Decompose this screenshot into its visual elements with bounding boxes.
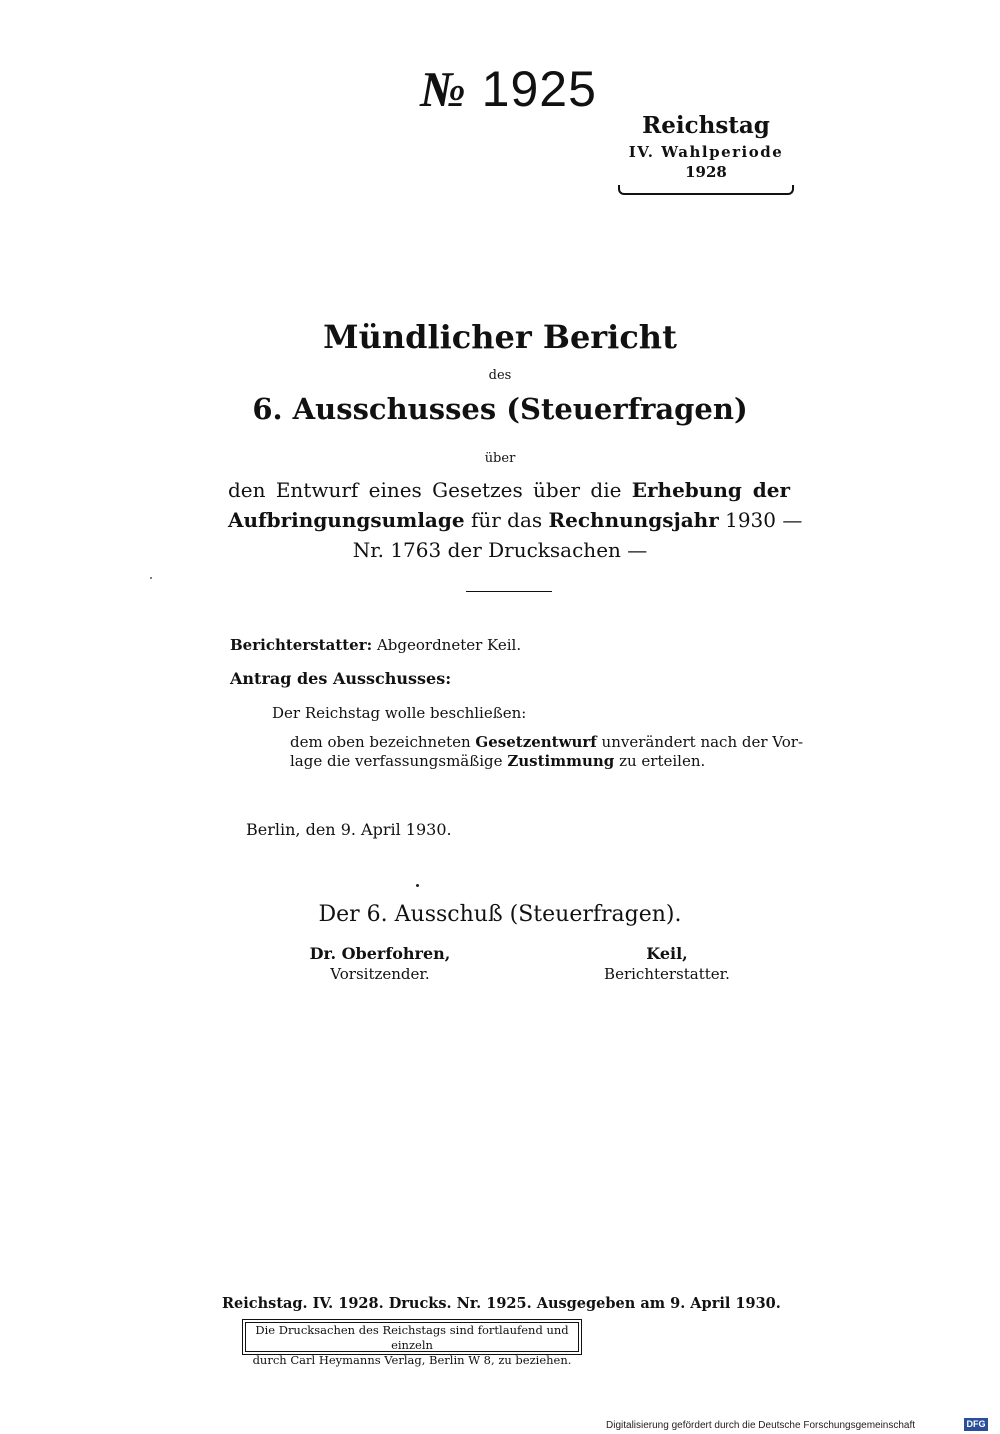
connector-ueber: über <box>484 451 516 466</box>
subject-line-2-plain-2: 1930 — <box>725 508 803 532</box>
chairman-name: Dr. Oberfohren, <box>309 944 451 963</box>
subject-line-2-bold-2: Rechnungsjahr <box>548 508 719 532</box>
digitization-credit: Digitalisierung gefördert durch die Deutsche Forschungsgemeinschaft <box>606 1420 916 1431</box>
motion-heading: Antrag des Ausschusses: <box>230 669 452 688</box>
distribution-note-line-1: Die Drucksachen des Reichstags sind fortlaufend und einzeln <box>255 1323 569 1352</box>
resolve-line: Der Reichstag wolle beschließen: <box>272 704 527 722</box>
issue-line: Reichstag. IV. 1928. Drucks. Nr. 1925. Ausgegeben am 9. April 1930. <box>222 1295 781 1312</box>
committee-signoff: Der 6. Ausschuß (Steuerfragen). <box>318 902 682 927</box>
reichstag-period: IV. Wahlperiode <box>628 143 784 161</box>
scan-mark <box>416 884 419 887</box>
reichstag-period-box <box>618 112 794 195</box>
place-date: Berlin, den 9. April 1930. <box>246 820 452 839</box>
subject-line-2-plain-1: für das <box>470 508 543 532</box>
signature-reporter <box>592 944 742 983</box>
reporter-role: Berichterstatter. <box>604 965 730 983</box>
subject-line-1-plain: den Entwurf eines Gesetzes über die <box>228 478 622 502</box>
signature-chairman <box>290 944 470 983</box>
scan-speck <box>150 577 152 579</box>
document-number <box>420 60 620 118</box>
motion-line-1-a: dem oben bezeichneten <box>290 733 471 751</box>
distribution-note-line-2: durch Carl Heymanns Verlag, Berlin W 8, zu beziehen. <box>252 1353 572 1367</box>
motion-line-1-b: unverändert nach der Vor- <box>601 733 804 751</box>
title-divider <box>466 591 552 592</box>
motion-text-line-1 <box>290 733 804 751</box>
chairman-role: Vorsitzender. <box>330 965 430 983</box>
committee-title: 6. Ausschusses (Steuerfragen) <box>252 392 748 426</box>
reporter-value: Abgeordneter Keil. <box>376 636 522 654</box>
subject-line-1 <box>228 478 790 502</box>
number-value: 1925 <box>481 61 597 117</box>
subject-line-1-bold: Erhebung der <box>631 478 791 502</box>
number-sign: № <box>420 61 467 117</box>
subject-line-2 <box>228 508 803 532</box>
brace-underline <box>618 185 794 195</box>
reichstag-title: Reichstag <box>642 112 770 139</box>
motion-text-line-2 <box>290 752 705 770</box>
motion-line-1-bold: Gesetzentwurf <box>475 733 597 751</box>
reporter-line <box>230 636 521 654</box>
dfg-logo-icon: DFG <box>964 1418 988 1431</box>
reporter-name: Keil, <box>646 944 688 963</box>
motion-line-2-a: lage die verfassungsmäßige <box>290 752 503 770</box>
report-title: Mündlicher Bericht <box>323 318 677 356</box>
subject-line-3: Nr. 1763 der Drucksachen — <box>352 538 648 562</box>
distribution-note-box <box>242 1319 582 1367</box>
connector-des: des <box>488 368 512 383</box>
motion-line-2-bold: Zustimmung <box>507 752 615 770</box>
reporter-label: Berichterstatter: <box>230 636 373 654</box>
reichstag-year: 1928 <box>685 163 727 181</box>
subject-line-2-bold-1: Aufbringungsumlage <box>228 508 465 532</box>
motion-line-2-b: zu erteilen. <box>619 752 706 770</box>
